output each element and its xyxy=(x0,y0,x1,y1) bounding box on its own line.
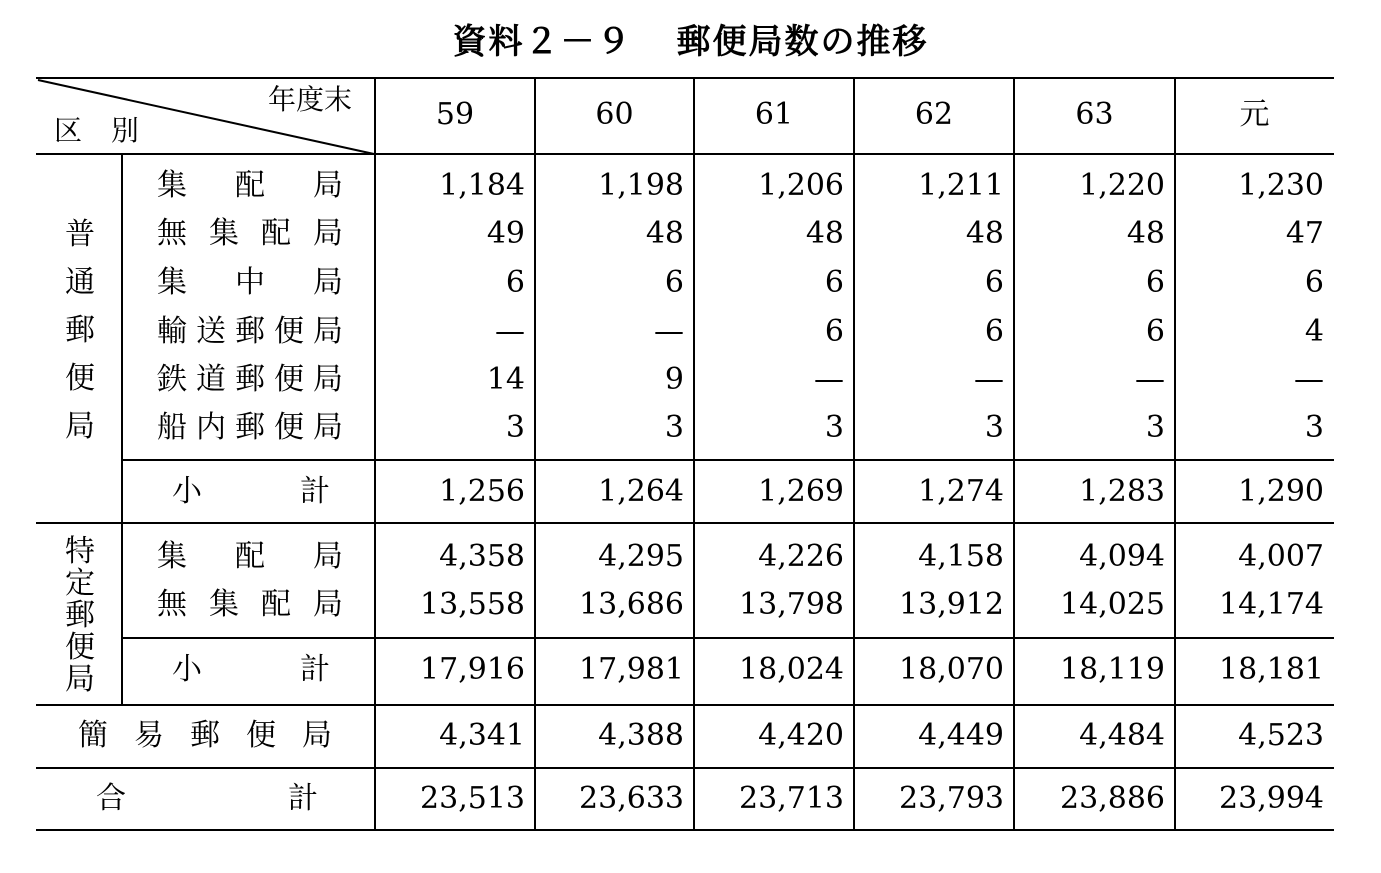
value-cell: 4,007 xyxy=(1238,539,1324,574)
value-cell: 1,256 xyxy=(439,474,525,509)
row-label: 簡 易 郵 便 局 xyxy=(78,718,332,753)
value-cell: 1,220 xyxy=(1079,168,1165,203)
title-doc-no: 資料２－９ xyxy=(452,22,633,62)
value-cell: 3 xyxy=(664,410,684,445)
value-cell: 18,024 xyxy=(739,652,844,687)
value-cell: 47 xyxy=(1285,216,1324,251)
value-cell: 1,211 xyxy=(918,168,1004,203)
group-label-futsu: 普 通 郵 便 局 xyxy=(65,217,95,444)
row-label: 小 計 xyxy=(172,474,330,509)
table-rule-h xyxy=(36,767,1334,769)
value-cell: 14,025 xyxy=(1060,587,1165,622)
value-cell: 4,094 xyxy=(1079,539,1165,574)
value-cell: 6 xyxy=(1145,265,1165,300)
value-cell: 13,686 xyxy=(579,587,684,622)
value-cell: — xyxy=(1294,362,1324,397)
value-cell: 1,184 xyxy=(439,168,525,203)
value-cell: 1,283 xyxy=(1079,474,1165,509)
title-name: 郵便局数の推移 xyxy=(676,22,929,62)
value-cell: 4,420 xyxy=(758,718,844,753)
value-cell: 17,981 xyxy=(579,652,684,687)
value-cell: 18,119 xyxy=(1060,652,1165,687)
value-cell: 23,713 xyxy=(739,781,844,816)
table-rule-h xyxy=(36,829,1334,831)
value-cell: 6 xyxy=(1145,314,1165,349)
value-cell: 4,158 xyxy=(918,539,1004,574)
corner-label-year-end: 年度末 xyxy=(268,83,353,116)
value-cell: 17,916 xyxy=(420,652,525,687)
value-cell: 4,295 xyxy=(598,539,684,574)
table-rule-h xyxy=(122,459,1334,461)
value-cell: 23,994 xyxy=(1219,781,1324,816)
value-cell: 4,523 xyxy=(1238,718,1324,753)
value-cell: 4,358 xyxy=(439,539,525,574)
table-rule-h xyxy=(36,704,1334,706)
value-cell: 3 xyxy=(824,410,844,445)
row-label: 船 内 郵 便 局 xyxy=(157,410,343,445)
value-cell: 1,264 xyxy=(598,474,684,509)
row-label: 鉄 道 郵 便 局 xyxy=(157,362,343,397)
value-cell: 3 xyxy=(1145,410,1165,445)
value-cell: 4,388 xyxy=(598,718,684,753)
row-label: 無 集 配 局 xyxy=(157,587,343,622)
value-cell: — xyxy=(654,314,684,349)
value-cell: 3 xyxy=(984,410,1004,445)
value-cell: 6 xyxy=(984,265,1004,300)
row-label: 集 配 局 xyxy=(157,539,343,574)
value-cell: 23,513 xyxy=(420,781,525,816)
value-cell: 4,449 xyxy=(918,718,1004,753)
value-cell: 18,070 xyxy=(899,652,1004,687)
year-header: 60 xyxy=(595,97,634,132)
value-cell: 9 xyxy=(664,362,684,397)
value-cell: 23,793 xyxy=(899,781,1004,816)
value-cell: 1,230 xyxy=(1238,168,1324,203)
year-header: 元 xyxy=(1239,97,1270,132)
value-cell: 23,886 xyxy=(1060,781,1165,816)
group-label-tokutei: 特 定 郵 便 局 xyxy=(65,534,95,697)
value-cell: 48 xyxy=(1126,216,1165,251)
value-cell: 6 xyxy=(1304,265,1324,300)
value-cell: 13,798 xyxy=(739,587,844,622)
value-cell: — xyxy=(974,362,1004,397)
value-cell: 6 xyxy=(505,265,525,300)
value-cell: 6 xyxy=(824,265,844,300)
value-cell: — xyxy=(495,314,525,349)
row-label: 合 計 xyxy=(96,781,318,816)
value-cell: 6 xyxy=(984,314,1004,349)
value-cell: — xyxy=(1135,362,1165,397)
row-label: 輸 送 郵 便 局 xyxy=(157,314,343,349)
value-cell: 48 xyxy=(645,216,684,251)
year-header: 62 xyxy=(914,97,954,132)
value-cell: 18,181 xyxy=(1219,652,1324,687)
value-cell: 14,174 xyxy=(1219,587,1324,622)
table-rule-h xyxy=(36,77,1334,79)
value-cell: 1,269 xyxy=(758,474,844,509)
value-cell: 48 xyxy=(965,216,1004,251)
value-cell: 6 xyxy=(664,265,684,300)
row-label: 小 計 xyxy=(172,652,330,687)
table-rule-h xyxy=(122,637,1334,639)
value-cell: 49 xyxy=(486,216,525,251)
table-rule-h xyxy=(36,522,1334,524)
corner-label-category: 区 別 xyxy=(54,114,139,147)
value-cell: 6 xyxy=(824,314,844,349)
row-label: 集 配 局 xyxy=(157,168,343,203)
value-cell: 1,290 xyxy=(1238,474,1324,509)
row-label: 無 集 配 局 xyxy=(157,216,343,251)
table-rule-h xyxy=(36,153,1334,155)
value-cell: 4,484 xyxy=(1079,718,1165,753)
row-label: 集 中 局 xyxy=(157,265,343,300)
year-header: 61 xyxy=(754,97,794,132)
value-cell: 48 xyxy=(805,216,844,251)
table-rule-v xyxy=(121,154,123,705)
value-cell: 1,274 xyxy=(918,474,1004,509)
value-cell: 13,558 xyxy=(420,587,525,622)
value-cell: 23,633 xyxy=(579,781,684,816)
value-cell: 14 xyxy=(486,362,525,397)
value-cell: 1,198 xyxy=(598,168,684,203)
value-cell: 3 xyxy=(505,410,525,445)
value-cell: 3 xyxy=(1304,410,1324,445)
year-header: 63 xyxy=(1075,97,1114,132)
value-cell: 13,912 xyxy=(899,587,1004,622)
value-cell: 4 xyxy=(1304,314,1324,349)
value-cell: 4,226 xyxy=(758,539,844,574)
value-cell: — xyxy=(814,362,844,397)
value-cell: 4,341 xyxy=(439,718,525,753)
value-cell: 1,206 xyxy=(758,168,844,203)
year-header: 59 xyxy=(435,97,475,132)
